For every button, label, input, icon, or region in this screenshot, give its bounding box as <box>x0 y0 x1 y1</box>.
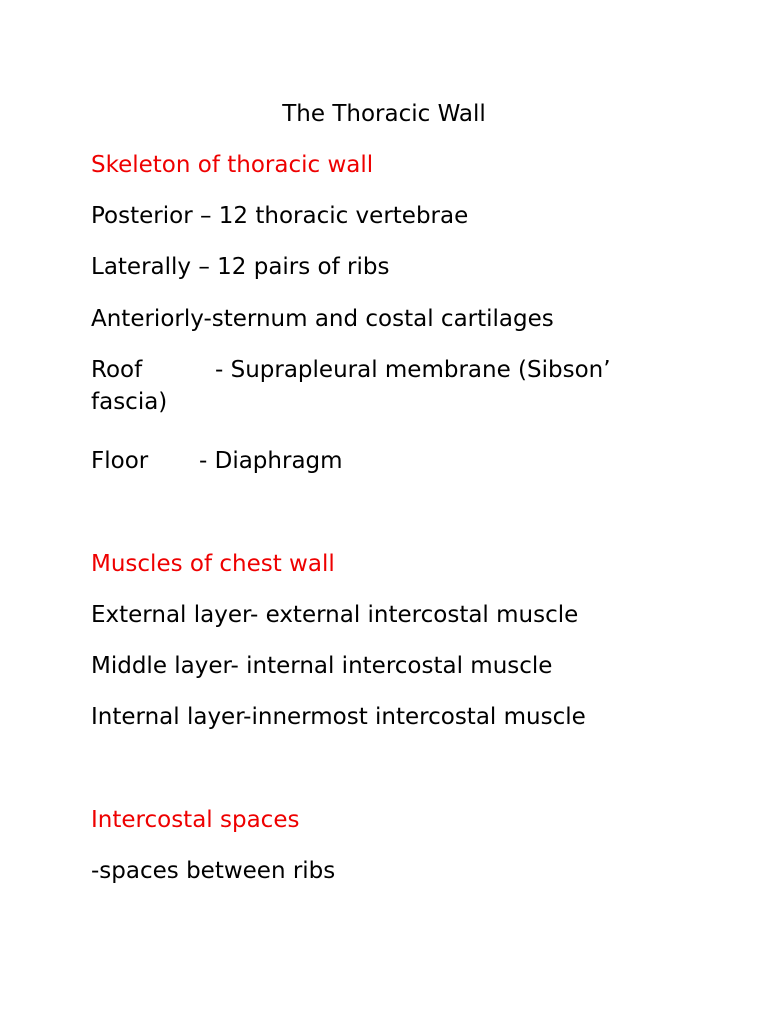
muscles-external-line: External layer- external intercostal muscle <box>91 602 579 628</box>
section-heading-muscles: Muscles of chest wall <box>91 551 335 577</box>
section-heading-skeleton: Skeleton of thoracic wall <box>91 152 374 178</box>
roof-value: - Suprapleural membrane (Sibson’ <box>215 357 611 383</box>
skeleton-roof-continuation: fascia) <box>91 389 168 415</box>
floor-label: Floor <box>91 448 149 474</box>
skeleton-laterally-line: Laterally – 12 pairs of ribs <box>91 254 390 280</box>
document-title: The Thoracic Wall <box>282 101 486 127</box>
skeleton-posterior-line: Posterior – 12 thoracic vertebrae <box>91 203 469 229</box>
intercostal-desc-line: -spaces between ribs <box>91 858 336 884</box>
muscles-internal-line: Internal layer-innermost intercostal muscle <box>91 704 586 730</box>
section-heading-intercostal: Intercostal spaces <box>91 807 300 833</box>
skeleton-anteriorly-line: Anteriorly-sternum and costal cartilages <box>91 306 554 332</box>
skeleton-roof-line <box>91 355 611 386</box>
roof-label: Roof <box>91 357 143 383</box>
muscles-middle-line: Middle layer- internal intercostal muscle <box>91 653 553 679</box>
skeleton-floor-line <box>91 446 343 477</box>
floor-value: - Diaphragm <box>199 448 343 474</box>
